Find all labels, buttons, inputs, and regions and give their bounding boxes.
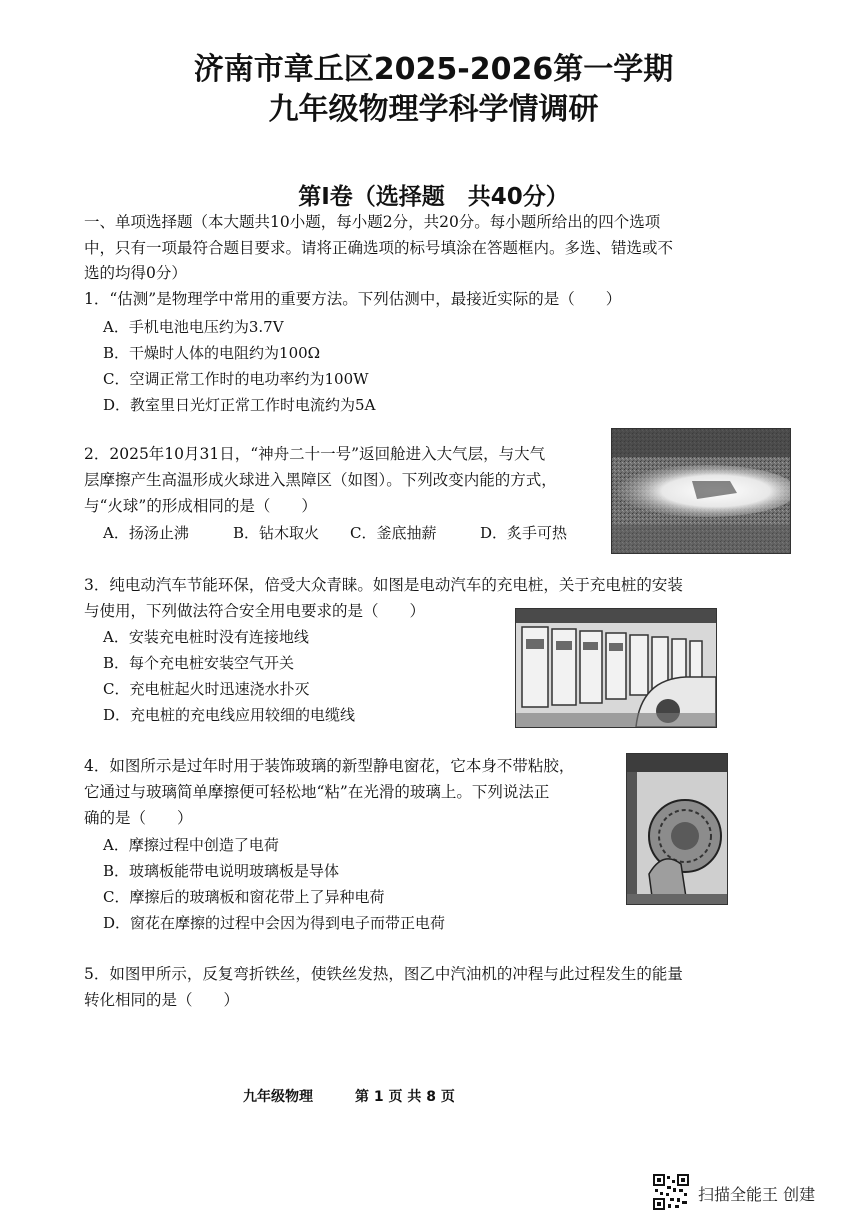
option-a: A．摩擦过程中创造了电荷 bbox=[103, 836, 279, 854]
option-c: C．充电桩起火时迅速浇水扑灭 bbox=[103, 680, 310, 698]
charging-station-image bbox=[516, 609, 716, 727]
question-stem: 确的是（ ） bbox=[84, 809, 193, 827]
option-c: C．摩擦后的玻璃板和窗花带上了异种电荷 bbox=[103, 888, 385, 906]
option-a: A．扬汤止沸 bbox=[103, 524, 189, 542]
question-stem: 4．如图所示是过年时用于装饰玻璃的新型静电窗花，它本身不带粘胶， bbox=[84, 757, 575, 775]
scanner-watermark: 扫描全能王 创建 bbox=[698, 1185, 816, 1204]
option-b: B．每个充电桩安装空气开关 bbox=[103, 654, 295, 672]
option-d: D．充电桩的充电线应用较细的电缆线 bbox=[103, 706, 356, 724]
question-stem: 与“火球”的形成相同的是（ ） bbox=[84, 497, 317, 515]
qr-code-icon bbox=[653, 1174, 689, 1210]
window-decoration-image bbox=[627, 754, 727, 904]
option-b: B．钻木取火 bbox=[233, 524, 320, 542]
instructions-line-1: 一、单项选择题（本大题共10小题，每小题2分，共20分。每小题所给出的四个选项 bbox=[84, 213, 661, 231]
option-a: A．手机电池电压约为3.7V bbox=[103, 318, 284, 336]
question-stem: 1．“估测”是物理学中常用的重要方法。下列估测中，最接近实际的是（ ） bbox=[84, 290, 622, 308]
option-d: D．炙手可热 bbox=[480, 524, 568, 542]
option-b: B．干燥时人体的电阻约为100Ω bbox=[103, 344, 321, 362]
option-b: B．玻璃板能带电说明玻璃板是导体 bbox=[103, 862, 340, 880]
instructions-line-3: 选的均得0分） bbox=[84, 264, 187, 282]
question-stem: 3．纯电动汽车节能环保，倍受大众青睐。如图是电动汽车的充电桩，关于充电桩的安装 bbox=[84, 576, 683, 594]
question-stem: 转化相同的是（ ） bbox=[84, 991, 240, 1009]
section-heading: 第Ⅰ卷（选择题 共40分） bbox=[298, 184, 569, 210]
window-flower-photo bbox=[626, 753, 728, 905]
option-d: D．窗花在摩擦的过程中会因为得到电子而带正电荷 bbox=[103, 914, 446, 932]
question-stem: 5．如图甲所示，反复弯折铁丝，使铁丝发热，图乙中汽油机的冲程与此过程发生的能量 bbox=[84, 965, 683, 983]
footer-subject: 九年级物理 bbox=[243, 1089, 313, 1105]
footer-page-number: 第 1 页 共 8 页 bbox=[355, 1089, 455, 1105]
reentry-fireball-photo bbox=[611, 428, 791, 554]
option-c: C．空调正常工作时的电功率约为100W bbox=[103, 370, 369, 388]
page-title: 济南市章丘区2025-2026第一学期 bbox=[193, 52, 674, 87]
question-stem: 层摩擦产生高温形成火球进入黑障区（如图）。下列改变内能的方式， bbox=[84, 471, 557, 489]
option-a: A．安装充电桩时没有连接地线 bbox=[103, 628, 309, 646]
option-d: D．教室里日光灯正常工作时电流约为5A bbox=[103, 396, 376, 414]
page-subtitle: 九年级物理学科学情调研 bbox=[268, 92, 599, 127]
question-stem: 它通过与玻璃简单摩擦便可轻松地“粘”在光滑的玻璃上。下列说法正 bbox=[84, 783, 550, 801]
fireball-image bbox=[612, 429, 790, 553]
question-stem: 与使用，下列做法符合安全用电要求的是（ ） bbox=[84, 602, 426, 620]
question-stem: 2．2025年10月31日，“神舟二十一号”返回舱进入大气层，与大气 bbox=[84, 445, 546, 463]
option-c: C．釜底抽薪 bbox=[350, 524, 437, 542]
charging-pile-photo bbox=[515, 608, 717, 728]
instructions-line-2: 中，只有一项最符合题目要求。请将正确选项的标号填涂在答题框内。多选、错选或不 bbox=[84, 239, 674, 257]
